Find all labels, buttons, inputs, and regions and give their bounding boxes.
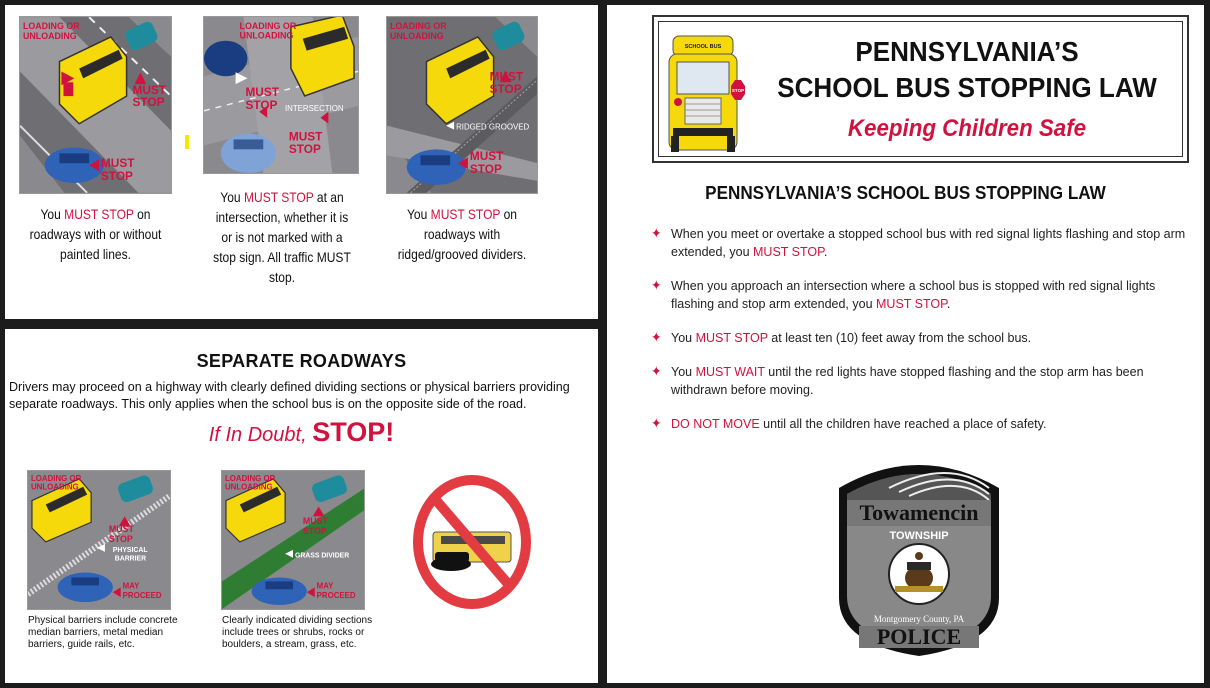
loading-label-2: UNLOADING <box>239 30 294 41</box>
caption-grooved-divider: You MUST STOP on roadways with ridged/grooved dividers. <box>397 206 527 262</box>
loading-label-2: UNLOADING <box>22 30 77 41</box>
proceed-label: PROCEED <box>316 591 356 601</box>
list-item: ✦ When you approach an intersection where a school bus is stopped with red signal lights flashing and stop arm extended, you MUST STOP. <box>651 277 1156 311</box>
must-label: MUST <box>245 84 279 99</box>
school-bus-sign: SCHOOL BUS <box>684 44 722 50</box>
stop-label: STOP <box>489 82 522 97</box>
illustration-intersection <box>203 16 359 174</box>
caption-painted-lines: You MUST STOP on roadways with or without painted lines. <box>29 206 162 262</box>
must-label: MUST <box>132 83 167 98</box>
loading-label-1: LOADING OR <box>389 21 447 32</box>
must-label: MUST <box>108 524 134 535</box>
bullet-icon: ✦ <box>651 415 662 431</box>
may-label: MAY <box>122 581 140 591</box>
illustration-painted-lines <box>19 16 172 194</box>
list-item: ✦ You MUST WAIT until the red lights have stopped flashing and the stop arm has been withdrawn before moving. <box>651 363 1144 397</box>
divider-label: RIDGED GROOVED <box>456 122 530 132</box>
school-bus-front-icon <box>665 32 745 156</box>
stop-label: STOP <box>132 94 165 109</box>
caption-grass-divider: Clearly indicated dividing sections include trees or shrubs, rocks or boulders, a stream, grass, etc. <box>222 615 373 650</box>
separate-roadways-description: Drivers may proceed on a highway with clearly defined dividing sections or physical barriers providing separate roadways. This only applies when the school bus is on the opposite side of the road. <box>9 380 570 411</box>
may-label: MAY <box>316 581 334 591</box>
header-box <box>652 15 1189 163</box>
scene-grass-divider-graphic <box>222 471 364 609</box>
loading-label-2: UNLOADING <box>30 482 79 492</box>
scene-physical-barrier-graphic <box>28 471 170 609</box>
must-label: MUST <box>100 156 135 171</box>
list-item: ✦ You MUST STOP at least ten (10) feet away from the school bus. <box>651 329 1032 345</box>
illustration-grooved-divider <box>386 16 538 194</box>
illustration-physical-barrier <box>27 470 171 610</box>
top-left-panel <box>5 5 598 319</box>
physical-label: PHYSICAL <box>112 546 148 554</box>
intersection-label: INTERSECTION <box>284 103 344 113</box>
badge-police: POLICE <box>876 624 962 649</box>
grass-divider-label: GRASS DIVIDER <box>294 552 350 560</box>
illustration-grass-divider <box>221 470 365 610</box>
loading-label-2: UNLOADING <box>389 30 444 41</box>
badge-name: Towamencin <box>859 500 979 525</box>
stop-label: STOP <box>469 162 502 177</box>
separate-roadways-title: SEPARATE ROADWAYS <box>196 351 407 371</box>
header-title-line-1: PENNSYLVANIA’S <box>855 36 1079 67</box>
barrier-label: BARRIER <box>114 555 147 563</box>
header-subtitle: Keeping Children Safe <box>847 115 1087 142</box>
loading-label-1: LOADING OR <box>224 473 276 483</box>
scene-intersection-graphic <box>204 17 358 173</box>
loading-label-1: LOADING OR <box>22 21 80 32</box>
bullet-icon: ✦ <box>651 329 662 345</box>
must-label: MUST <box>469 149 504 164</box>
if-in-doubt-stop: If In Doubt, STOP! <box>208 417 395 447</box>
must-label: MUST <box>489 69 524 84</box>
list-item: ✦ DO NOT MOVE until all the children have reached a place of safety. <box>651 415 1047 431</box>
scene-painted-lines-graphic <box>20 17 171 193</box>
stop-label: STOP <box>288 142 321 157</box>
badge-county: Montgomery County, PA <box>873 614 965 624</box>
stop-label: STOP <box>302 526 327 537</box>
school-bus-law-panel <box>607 5 1204 683</box>
bullet-icon: ✦ <box>651 225 662 241</box>
loading-label-2: UNLOADING <box>224 482 273 492</box>
badge-township: TOWNSHIP <box>889 530 949 542</box>
law-rules-list <box>651 225 1191 449</box>
bullet-icon: ✦ <box>651 277 662 293</box>
bullet-icon: ✦ <box>651 363 662 379</box>
police-badge-logo <box>829 448 1009 660</box>
header-title-line-2: SCHOOL BUS STOPPING LAW <box>777 72 1157 103</box>
stop-label: STOP <box>245 97 278 112</box>
loading-label-1: LOADING OR <box>30 473 82 483</box>
separate-roadways-panel <box>5 329 598 683</box>
yellow-mark <box>185 135 189 149</box>
proceed-label: PROCEED <box>122 591 162 601</box>
stop-label: STOP <box>100 169 133 184</box>
loading-label-1: LOADING OR <box>239 20 297 31</box>
stop-sign-label: STOP <box>731 88 745 93</box>
stop-label: STOP <box>108 533 133 544</box>
list-item: ✦ When you meet or overtake a stopped school bus with red signal lights flashing and stop arm extended, you MUST STOP. <box>651 225 1186 259</box>
must-label: MUST <box>302 516 328 527</box>
no-passing-bus-icon <box>411 472 533 612</box>
caption-intersection: You MUST STOP at an intersection, whether it is or is not marked with a stop sign. All traffic MUST stop. <box>213 189 351 285</box>
must-label: MUST <box>288 129 323 144</box>
law-section-title: PENNSYLVANIA’S SCHOOL BUS STOPPING LAW <box>705 183 1106 203</box>
scene-grooved-divider-graphic <box>387 17 537 193</box>
caption-physical-barrier: Physical barriers include concrete median barriers, metal median barriers, guide rails, etc. <box>28 615 178 650</box>
